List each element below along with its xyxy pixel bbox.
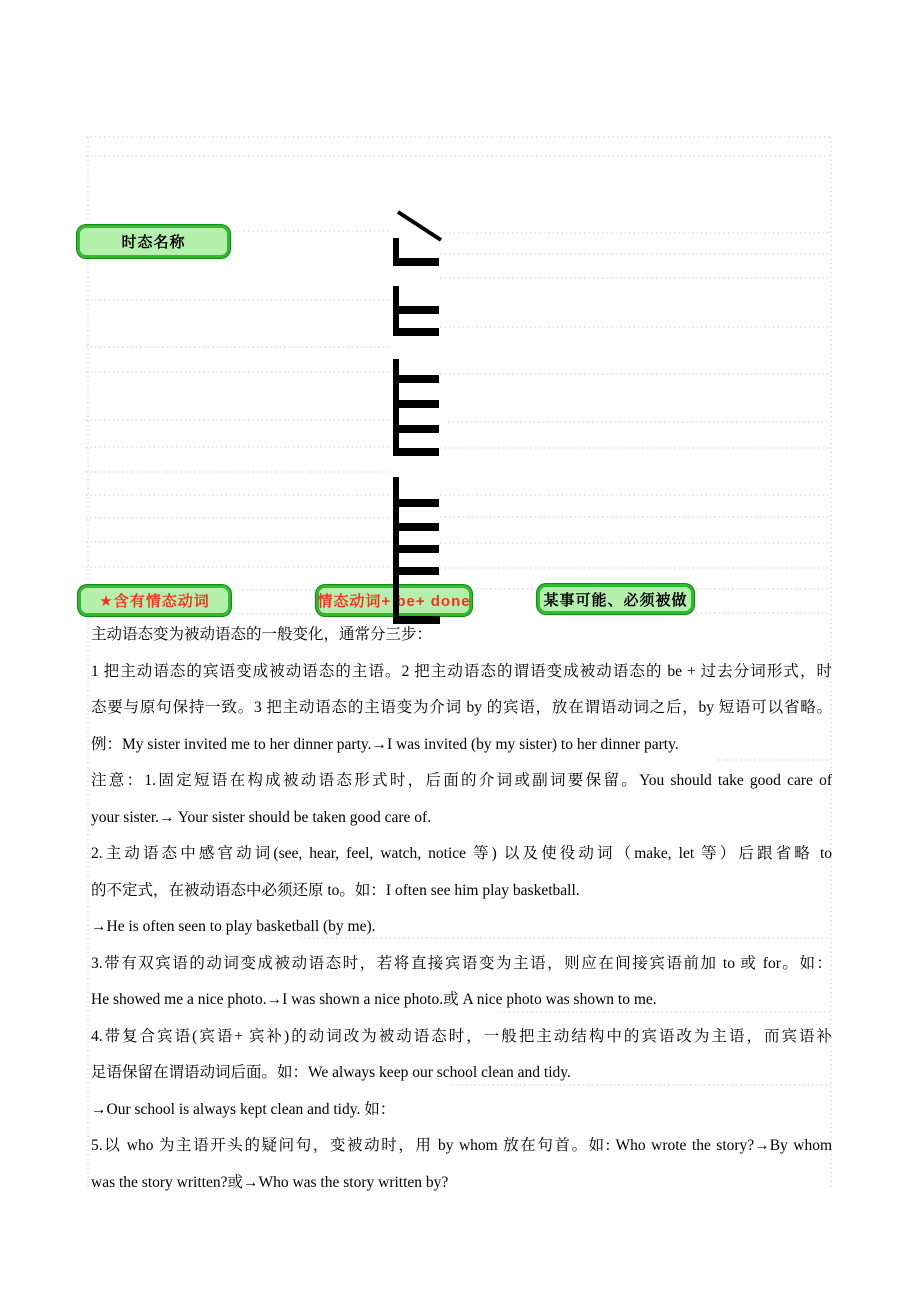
- black-connector-stroke: [398, 212, 441, 240]
- text-line: 2.主动语态中感官动词(see, hear, feel, watch, notice 等) 以及使役动词（make, let 等）后跟省略 to: [91, 845, 832, 862]
- text-line: 足语保留在谓语动词后面。如：We always keep our school clean and tidy.: [91, 1064, 571, 1081]
- callout-label: 时态名称: [121, 234, 186, 251]
- callout-label: 情态动词+ be+ done: [317, 593, 471, 610]
- callout-box-modal-structure: [316, 585, 472, 616]
- text-line: was the story written?或→Who was the story written by?: [91, 1173, 449, 1191]
- text-line: 态要与原句保持一致。3 把主动语态的主语变为介词 by 的宾语，放在谓语动词之后，by 短语可以省略。: [91, 699, 832, 716]
- callout-label: 某事可能、必须被做: [543, 591, 688, 609]
- text-line: →Our school is always kept clean and tidy. 如：: [91, 1100, 396, 1118]
- text-line: your sister.→ Your sister should be taken good care of.: [91, 808, 432, 826]
- text-line: 例：My sister invited me to her dinner party.→I was invited (by my sister) to her dinner party.: [91, 735, 679, 753]
- text-line: 4.带复合宾语(宾语+ 宾补)的动词改为被动语态时，一般把主动结构中的宾语改为主语，而宾语补: [91, 1027, 832, 1045]
- text-line: 注意：1.固定短语在构成被动语态形式时，后面的介词或副词要保留。You should take good care of: [91, 772, 832, 789]
- text-line: 5.以 who 为主语开头的疑问句，变被动时，用 by whom 放在句首。如: Who wrote the story?→By whom: [91, 1137, 832, 1154]
- callout-label: ★含有情态动词: [99, 593, 210, 610]
- body-text-block: [91, 617, 832, 1201]
- text-line: 3.带有双宾语的动词变成被动语态时，若将直接宾语变为主语，则应在间接宾语前加 to 或 for。如：: [91, 954, 832, 972]
- text-line: He showed me a nice photo.→I was shown a nice photo.或 A nice photo was shown to me.: [91, 991, 657, 1008]
- text-line: 1 把主动语态的宾语变成被动语态的主语。2 把主动语态的谓语变成被动语态的 be + 过去分词形式，时: [91, 662, 832, 680]
- callout-box-modal-meaning: [537, 584, 694, 614]
- callout-box-tense-name: [77, 225, 230, 258]
- text-line: →He is often seen to play basketball (by me).: [91, 918, 376, 935]
- text-line: 主动语态变为被动语态的一般变化，通常分三步：: [91, 626, 433, 643]
- text-line: 的不定式，在被动语态中必须还原 to。如：I often see him play basketball.: [91, 881, 580, 899]
- callout-box-modal-verb-note: [78, 585, 231, 616]
